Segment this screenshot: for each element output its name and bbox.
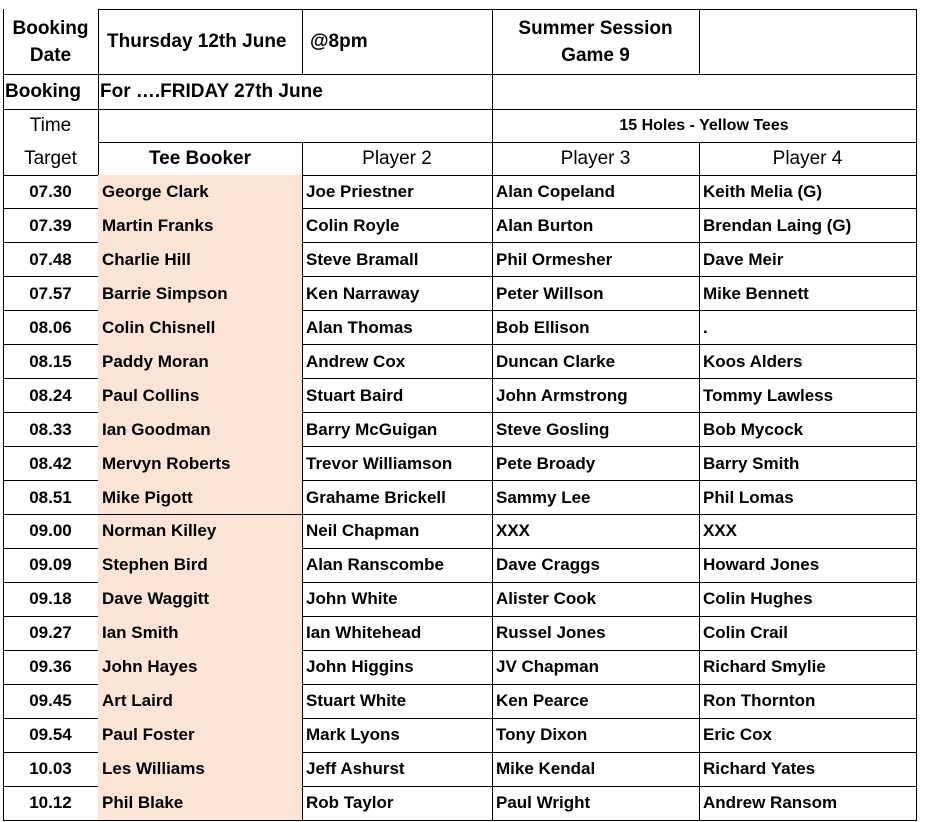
tee-booker-cell: Les Williams <box>98 752 302 786</box>
player-3-cell: Dave Craggs <box>496 555 600 575</box>
player-2-cell: Rob Taylor <box>306 793 394 813</box>
player-3-cell: Alan Copeland <box>496 181 616 201</box>
tee-booker-cell: Martin Franks <box>98 209 302 243</box>
tee-time-cell: 09.45 <box>29 691 72 711</box>
tee-time-cell: 09.27 <box>29 623 72 643</box>
player-4-cell: Andrew Ransom <box>703 793 838 813</box>
holes-info: 15 Holes - Yellow Tees <box>619 116 789 134</box>
tee-booker-cell: Ian Smith <box>98 616 302 650</box>
player-4-cell: Barry Smith <box>703 453 800 473</box>
player-3-cell: John Armstrong <box>496 385 628 405</box>
player-4-cell: XXX <box>703 521 738 541</box>
tee-booker-cell: Art Laird <box>98 684 302 718</box>
player-3-cell: JV Chapman <box>496 657 599 677</box>
player-3-cell: Paul Wright <box>496 793 591 813</box>
player-2-cell: Andrew Cox <box>306 351 406 371</box>
player-2-cell: Ken Narraway <box>306 283 420 303</box>
tee-booker-cell: Paddy Moran <box>98 345 302 379</box>
player-3-cell: Ken Pearce <box>496 691 589 711</box>
player-4-cell: Tommy Lawless <box>703 385 834 405</box>
column-header-player-4: Player 4 <box>772 147 843 169</box>
player-4-cell: Phil Lomas <box>703 487 794 507</box>
tee-time-cell: 08.33 <box>29 419 72 439</box>
player-2-cell: Neil Chapman <box>306 521 420 541</box>
column-header-player-2: Player 2 <box>362 147 432 169</box>
booking-date-value: Thursday 12th June <box>107 30 287 52</box>
tee-booker-cell: Stephen Bird <box>98 548 302 582</box>
session-name: Summer Session <box>518 17 673 39</box>
player-2-cell: Mark Lyons <box>306 725 400 745</box>
tee-booker-cell: Colin Chisnell <box>98 311 302 345</box>
player-2-cell: Steve Bramall <box>306 249 419 269</box>
session-title <box>492 9 699 74</box>
player-3-cell: Tony Dixon <box>496 725 588 745</box>
tee-booker-cell: Paul Collins <box>98 379 302 413</box>
player-4-cell: Colin Crail <box>703 623 789 643</box>
tee-booker-cell: Paul Foster <box>98 718 302 752</box>
column-header-tee-booker: Tee Booker <box>148 147 252 169</box>
player-2-cell: Trevor Williamson <box>306 453 453 473</box>
tee-time-cell: 07.30 <box>29 181 72 201</box>
tee-booker-cell: Mike Pigott <box>98 481 302 515</box>
tee-booker-cell: Phil Blake <box>98 786 302 820</box>
tee-time-cell: 09.00 <box>29 521 72 541</box>
tee-time-cell: 07.39 <box>29 215 72 235</box>
tee-time-cell: 07.48 <box>29 249 72 269</box>
player-4-cell: Colin Hughes <box>703 589 813 609</box>
player-3-cell: Steve Gosling <box>496 419 610 439</box>
player-2-cell: Alan Thomas <box>306 317 413 337</box>
player-4-cell: Keith Melia (G) <box>703 181 823 201</box>
player-2-cell: John White <box>306 589 398 609</box>
tee-booker-cell: Dave Waggitt <box>98 582 302 616</box>
player-3-cell: Bob Ellison <box>496 317 590 337</box>
player-4-cell: . <box>703 317 708 337</box>
tee-time-cell: 08.06 <box>29 317 72 337</box>
player-4-cell: Dave Meir <box>703 249 784 269</box>
player-4-cell: Richard Smylie <box>703 657 826 677</box>
player-2-cell: Stuart Baird <box>306 385 404 405</box>
booking-for-label: Booking <box>5 80 81 102</box>
column-header-target: Target <box>24 147 77 169</box>
booking-date-label-line-1: Booking <box>12 17 89 39</box>
tee-time-cell: 08.24 <box>29 385 72 405</box>
player-4-cell: Richard Yates <box>703 759 816 779</box>
player-2-cell: Grahame Brickell <box>306 487 446 507</box>
player-3-cell: Alister Cook <box>496 589 597 609</box>
player-2-cell: John Higgins <box>306 657 414 677</box>
player-3-cell: Phil Ormesher <box>496 249 613 269</box>
time-label: Time <box>29 114 72 136</box>
player-3-cell: XXX <box>496 521 531 541</box>
player-4-cell: Brendan Laing (G) <box>703 215 852 235</box>
player-4-cell: Howard Jones <box>703 555 820 575</box>
player-2-cell: Barry McGuigan <box>306 419 438 439</box>
tee-booker-cell: Charlie Hill <box>98 243 302 277</box>
tee-booking-sheet <box>3 9 916 813</box>
tee-booker-cell: George Clark <box>98 175 302 209</box>
player-3-cell: Peter Willson <box>496 283 604 303</box>
booking-time-value: @8pm <box>310 30 368 52</box>
booking-for-value: For ….FRIDAY 27th June <box>100 80 323 102</box>
tee-time-cell: 07.57 <box>29 283 72 303</box>
tee-booker-cell: Barrie Simpson <box>98 277 302 311</box>
tee-time-cell: 09.09 <box>29 555 72 575</box>
tee-time-cell: 10.03 <box>29 759 72 779</box>
player-4-cell: Koos Alders <box>703 351 803 371</box>
player-4-cell: Eric Cox <box>703 725 772 745</box>
tee-time-cell: 09.54 <box>29 725 72 745</box>
player-3-cell: Alan Burton <box>496 215 594 235</box>
tee-time-cell: 08.42 <box>29 453 72 473</box>
player-4-cell: Bob Mycock <box>703 419 804 439</box>
player-2-cell: Alan Ranscombe <box>306 555 444 575</box>
tee-booker-cell: Mervyn Roberts <box>98 447 302 481</box>
player-2-cell: Stuart White <box>306 691 407 711</box>
tee-booker-cell: Ian Goodman <box>98 413 302 447</box>
player-2-cell: Jeff Ashurst <box>306 759 405 779</box>
player-4-cell: Ron Thornton <box>703 691 816 711</box>
player-2-cell: Colin Royle <box>306 215 400 235</box>
tee-time-cell: 08.51 <box>29 487 72 507</box>
booking-date-label-line-2: Date <box>29 44 72 66</box>
tee-booker-cell: John Hayes <box>98 650 302 684</box>
game-number: Game 9 <box>561 44 630 66</box>
player-3-cell: Sammy Lee <box>496 487 591 507</box>
player-2-cell: Joe Priestner <box>306 181 414 201</box>
booking-date-label <box>3 9 98 74</box>
player-3-cell: Pete Broady <box>496 453 596 473</box>
player-3-cell: Russel Jones <box>496 623 606 643</box>
tee-booker-cell: Norman Killey <box>98 515 302 549</box>
column-header-player-3: Player 3 <box>560 147 631 169</box>
tee-time-cell: 09.36 <box>29 657 72 677</box>
tee-time-cell: 10.12 <box>29 793 72 813</box>
player-2-cell: Ian Whitehead <box>306 623 422 643</box>
player-3-cell: Mike Kendal <box>496 759 596 779</box>
player-4-cell: Mike Bennett <box>703 283 809 303</box>
player-3-cell: Duncan Clarke <box>496 351 616 371</box>
tee-time-cell: 08.15 <box>29 351 72 371</box>
tee-time-cell: 09.18 <box>29 589 72 609</box>
